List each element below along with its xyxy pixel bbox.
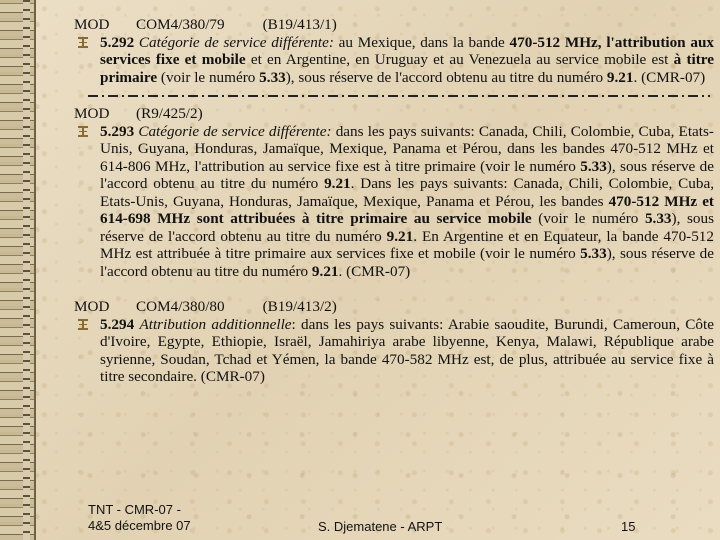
provision-5-294 — [74, 316, 714, 386]
footer-event-line2: 4&5 décembre 07 — [88, 518, 191, 533]
bold-run: 5.33 — [259, 68, 286, 86]
text-run: ), sous réserve de l'accord obtenu au titre du numéro — [100, 157, 714, 192]
provision-category: Attribution additionnelle — [139, 315, 292, 333]
text-run: ), sous réserve de l'accord obtenu au titre du numéro — [100, 245, 715, 280]
ornamental-bullet-icon — [78, 37, 88, 48]
provision-5-292 — [74, 34, 714, 87]
footer-event-line1: TNT - CMR-07 - — [88, 502, 181, 517]
page-number: 15 — [621, 519, 636, 534]
text-run: . Dans les pays suivants: Canada, Chili, Colombie, Cuba, Etats-Unis, Guyana, Honduras, Jamaïque, Mexique, Panama et Pérou, les bandes — [100, 175, 714, 210]
bold-run: 5.33 — [580, 245, 607, 262]
bold-run: 9.21 — [386, 227, 414, 245]
text-run: : dans les pays suivants: Arabie saoudite, Burundi, Cameroun, Côte d'Ivoire, Egypte, Ethiopie, Israël, Jamahiriya arabe libyenne, Kenya, Malawi, République arabe syrienne, Soudan, Tchad et Yémen, la bande 470-582 MHz est, de plus, attribuée au service fixe à titre secondaire. (CMR-07) — [100, 315, 714, 385]
ornamental-bullet-icon — [78, 126, 88, 137]
bold-run: 9.21 — [606, 68, 634, 86]
text-run: . (CMR-07) — [633, 68, 706, 86]
bold-run: à titre primaire — [100, 51, 714, 86]
provision-5-293 — [74, 123, 714, 281]
bold-run: 9.21 — [311, 262, 339, 280]
provision-text — [100, 34, 714, 87]
spiral-binding — [0, 0, 36, 540]
dashed-separator — [88, 95, 710, 97]
provision-text — [100, 316, 714, 386]
text-run: . (CMR-07) — [338, 262, 411, 280]
text-run: . En Argentine et en Equateur, la bande 470-512 MHz est attribuée à titre primaire aux services fixe et mobile (voir le numéro — [100, 227, 714, 262]
bold-run: 9.21 — [324, 175, 351, 192]
mod-header-1: MOD COM4/380/79 (B19/413/1) — [74, 16, 337, 33]
provision-number: 5.292 — [100, 33, 135, 51]
bold-run: 470-512 MHz et 614-698 MHz sont attribuées à titre primaire au service mobile — [100, 192, 714, 227]
text-run: ), sous réserve de l'accord obtenu au titre du numéro — [100, 210, 714, 245]
text-run: (voir le numéro — [531, 210, 645, 227]
text-run: dans les pays suivants: Canada, Chili, Colombie, Cuba, Etats-Unis, Guyana, Honduras, Jamaïque, Mexique, Panama et Pérou, dans les bandes 470-512 MHz et 614-806 MHz, l'attribution au service fixe est à titre primaire (voir le numéro — [100, 122, 714, 175]
footer-author: S. Djematene - ARPT — [318, 519, 443, 534]
bold-run: 5.33 — [644, 210, 672, 227]
footer-event — [88, 502, 191, 534]
mod-header-2: MOD (R9/425/2) — [74, 105, 203, 122]
bold-run: 470-512 MHz, l'attribution aux services fixe et mobile — [100, 33, 715, 68]
document-body — [74, 16, 714, 386]
mod-header-3: MOD COM4/380/80 (B19/413/2) — [74, 298, 337, 315]
ornamental-bullet-icon — [78, 319, 88, 330]
text-run: et en Argentine, en Uruguay et au Venezuela au service mobile est — [245, 51, 674, 68]
provision-number: 5.294 — [100, 315, 135, 333]
text-run: ), sous réserve de l'accord obtenu au titre du numéro — [285, 68, 607, 86]
text-run: (voir le numéro — [157, 68, 260, 86]
provision-number: 5.293 — [100, 122, 135, 140]
text-run: au Mexique, dans la bande — [333, 33, 510, 51]
provision-text — [100, 123, 714, 281]
provision-category: Catégorie de service différente: — [138, 122, 332, 140]
provision-category: Catégorie de service différente: — [138, 33, 334, 51]
bold-run: 5.33 — [580, 157, 607, 175]
